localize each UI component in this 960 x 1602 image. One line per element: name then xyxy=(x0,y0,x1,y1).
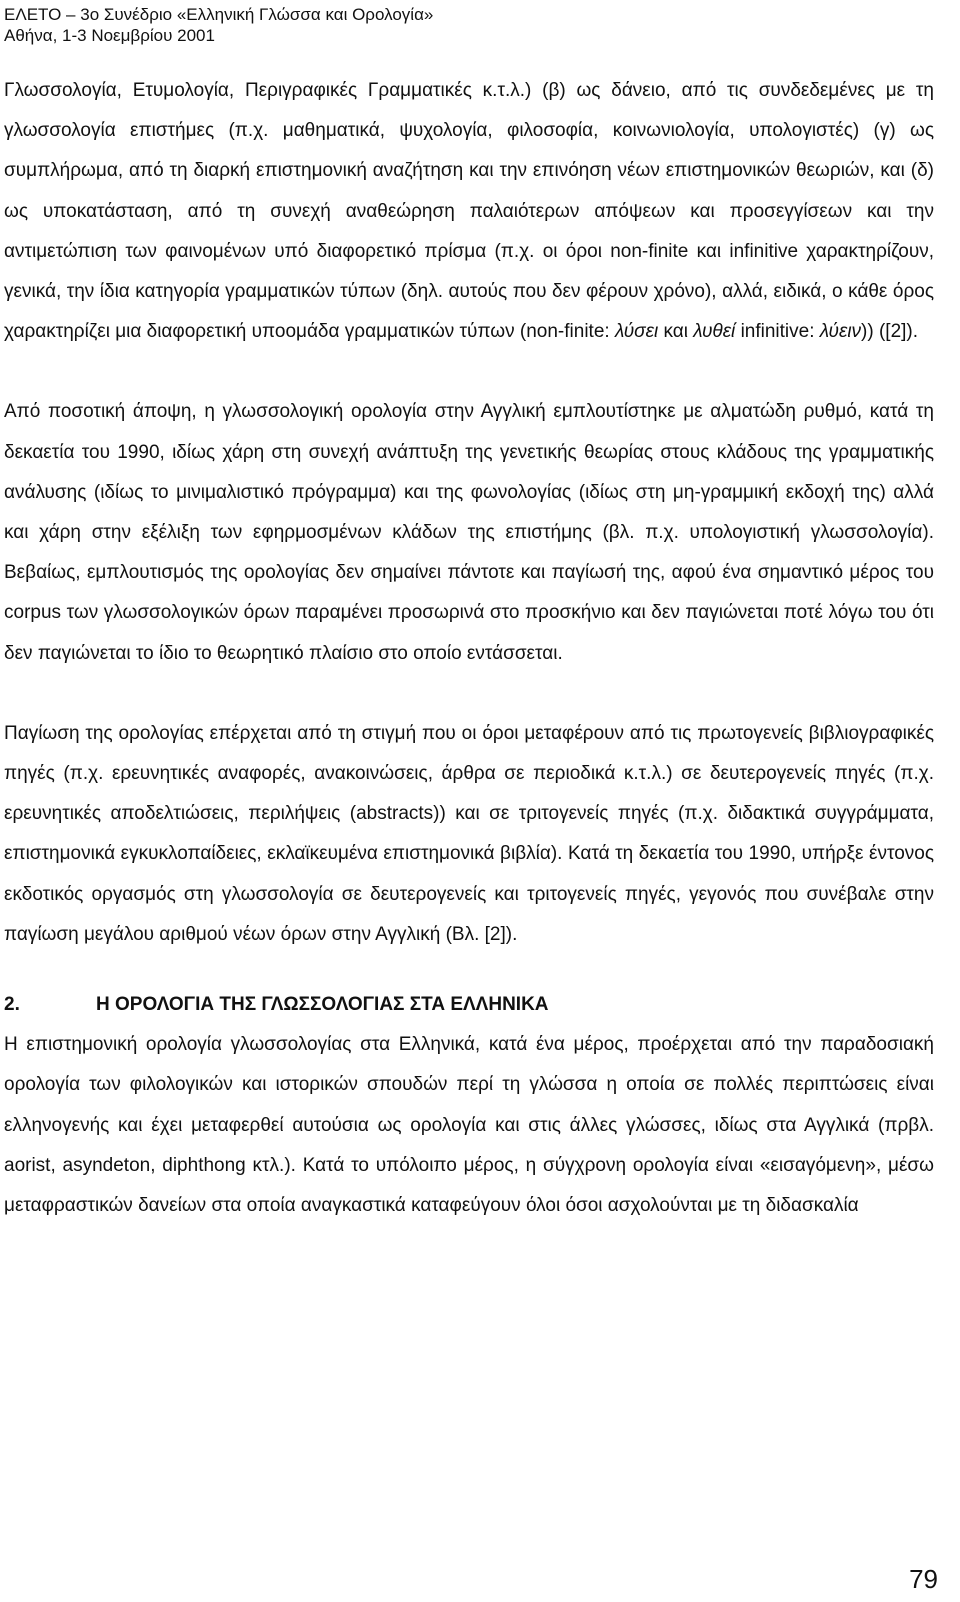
italic-term: λυθεί xyxy=(693,321,736,343)
italic-term: λύειν xyxy=(819,321,862,343)
paragraph-quantitative-view: Από ποσοτική άποψη, η γλωσσολογική ορολογία στην Αγγλική εμπλουτίστηκε με αλματώδη ρυθμό, κατά τη δεκαετία του 1990, ιδίως χάρη στη συνεχή ανάπτυξη της γενετικής θεωρίας στους κλάδους της γραμματικής ανάλυσης (ιδίως το μινιμαλιστικό πρόγραμμα) και της φωνολογίας (ιδίως στη μη-γραμμική εκδοχή της) αλλά και χάρη στην εξέλιξη των εφηρμοσμένων κλάδων της επιστήμης (βλ. π.χ. υπολογιστική γλωσσολογία). Βεβαίως, εμπλουτισμός της ορολογίας δεν σημαίνει πάντοτε και παγίωσή της, αφού ένα σημαντικό μέρος του corpus των γλωσσολογικών όρων παραμένει προσωρινά στο προσκήνιο και δεν παγιώνεται ποτέ λόγω του ότι δεν παγιώνεται το ίδιο το θεωρητικό πλαίσιο στο οποίο εντάσσεται. xyxy=(4,401,934,664)
section-number: 2. xyxy=(4,994,20,1016)
page-number: 79 xyxy=(909,1564,938,1594)
paragraph-terminology-consolidation: Παγίωση της ορολογίας επέρχεται από τη στιγμή που οι όροι μεταφέρουν από τις πρωτογενείς βιβλιογραφικές πηγές (π.χ. ερευνητικές αναφορές, ανακοινώσεις, άρθρα σε περιοδικά κ.τ.λ.) σε δευτερογενείς πηγές (π.χ. ερευνητικές αποδελτιώσεις, περιλήψεις (abstracts)) και σε τριτογενείς πηγές (π.χ. διδακτικά συγγράμματα, επιστημονικά εγκυκλοπαίδειες, εκλαϊκευμένα επιστημονικά βιβλία). Κατά τη δεκαετία του 1990, υπήρξε έντονος εκδοτικός οργασμός στη γλωσσολογία σε δευτερογενείς και τριτογενείς πηγές, γεγονός που συνέβαλε στην παγίωση μεγάλου αριθμού νέων όρων στην Αγγλική (Βλ. [2]). xyxy=(4,722,934,945)
italic-term: λύσει xyxy=(614,321,659,343)
paragraph-greek-terminology: Η επιστημονική ορολογία γλωσσολογίας στα Ελληνικά, κατά ένα μέρος, προέρχεται από την παραδοσιακή ορολογία των φιλολογικών και ιστορικών σπουδών περί τη γλώσσα η οποία σε πολλές περιπτώσεις είναι ελληνογενής και έχει μεταφερθεί αυτούσια ως ορολογία και στις άλλες γλώσσες, ιδίως στα Αγγλικά (πρβλ. aorist, asyndeton, diphthong κτλ.). Κατά το υπόλοιπο μέρος, η σύγχρονη ορολογία είναι «εισαγόμενη», μέσω μεταφραστικών δανείων στα οποία αναγκαστικά καταφεύγουν όλοι όσοι ασχολούνται με τη διδασκαλία xyxy=(4,1034,934,1217)
section-heading xyxy=(4,985,934,1025)
paragraph-text: Γλωσσολογία, Ετυμολογία, Περιγραφικές Γραμματικές κ.τ.λ.) (β) ως δάνειο, από τις συνδεδεμένες με τη γλωσσολογία επιστήμες (π.χ. μαθηματικά, ψυχολογία, φιλοσοφία, κοινωνιολογία, υπολογιστές) (γ) ως συμπλήρωμα, από τη διαρκή επιστημονική αναζήτηση και την επινόηση νέων επιστημονικών θεωριών, και (δ) ως υποκατάσταση, από τη συνεχή αναθεώρηση παλαιότερων απόψεων και προσεγγίσεων και την αντιμετώπιση των φαινομένων υπό διαφορετικό πρίσμα (π.χ. οι όροι non-finite και infinitive χαρακτηρίζουν, γενικά, την ίδια κατηγορία γραμματικών τύπων (δηλ. αυτούς που δεν φέρουν χρόνο), αλλά, ειδικά, ο κάθε όρος χαρακτηρίζει μια διαφορετική υποομάδα γραμματικών τύπων (non-finite: xyxy=(4,80,934,343)
body-text xyxy=(4,71,934,1226)
paragraph-text: )) ([2]). xyxy=(861,321,919,343)
running-header xyxy=(4,4,433,46)
header-location-date: Αθήνα, 1-3 Νοεμβρίου 2001 xyxy=(4,26,215,45)
section-title: Η ΟΡΟΛΟΓΙΑ ΤΗΣ ΓΛΩΣΣΟΛΟΓΙΑΣ ΣΤΑ ΕΛΛΗΝΙΚΑ xyxy=(96,994,549,1016)
paragraph-text: infinitive: xyxy=(740,321,815,343)
header-conference-title: ΕΛΕΤΟ – 3ο Συνέδριο «Ελληνική Γλώσσα και Ορολογία» xyxy=(4,5,434,24)
paragraph-terminology-sources xyxy=(4,71,934,352)
paragraph-text: και xyxy=(663,321,688,343)
